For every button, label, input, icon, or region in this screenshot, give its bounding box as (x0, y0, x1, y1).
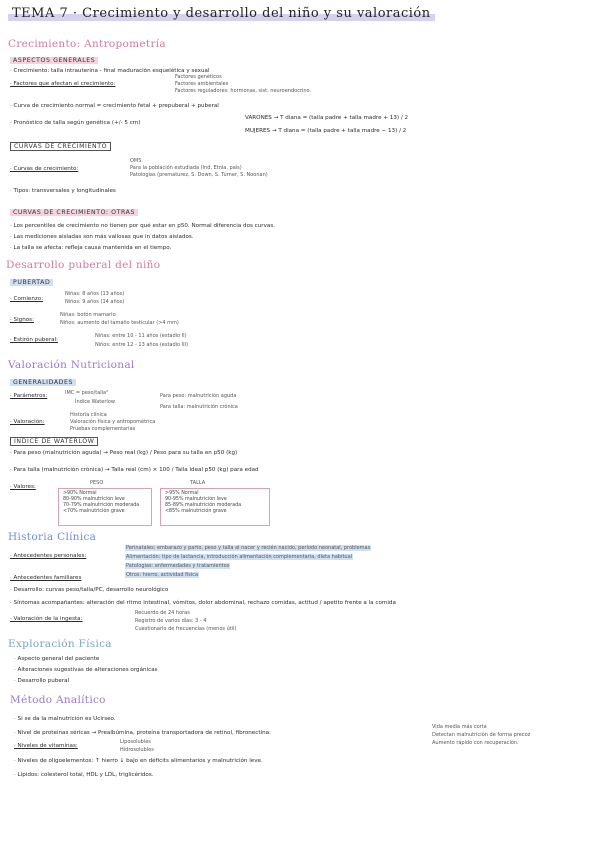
text-line: · Lípidos: colesterol total, HDL y LDL, triglicéridos. (14, 772, 154, 778)
text-line: Detectan malnutrición de forma precoz (432, 732, 531, 738)
text-line (125, 545, 371, 552)
table-head-peso: PESO (90, 480, 104, 486)
text-line: Liposolubles (120, 739, 151, 745)
table-head-talla: TALLA (190, 480, 206, 486)
text-line: · Pronóstico de talla según genética (+/- 5 cm) (10, 120, 141, 126)
text-line: Factores reguladores: hormonas, sist. neuroendocrino. (175, 88, 312, 94)
text-line: Vida media más corta (432, 724, 487, 730)
text-line: Niños: entre 12 - 13 años (estadio III) (95, 342, 189, 348)
text-line: OMS (130, 158, 142, 164)
text-line: · Factores que afectan el crecimiento: (10, 81, 116, 87)
text-line: · Signos: (10, 317, 34, 323)
text-line: · Valores: (10, 484, 36, 490)
section-heading-metodo: Método Analítico (10, 694, 106, 706)
text-line: · Desarrollo: curvas peso/talla/PC, desarrollo neurológico (10, 587, 169, 593)
text-line: · Alteraciones sugestivas de alteraciones orgánicas (14, 667, 158, 673)
text-line: · Niveles de vitaminas: (14, 743, 78, 749)
subheading-curvas: CURVAS DE CRECIMIENTO (10, 142, 111, 151)
table-row: <70% malnutrición grave (63, 509, 125, 514)
text-line: · Valoración: (10, 419, 45, 425)
text-line: · Parámetros: (10, 393, 48, 399)
text-line: · Los percentiles de crecimiento no tienen por qué estar en p50. Normal diferencia dos curvas. (10, 223, 276, 229)
text-line: · Aspecto general del paciente (14, 656, 100, 662)
text-line: VARONES → T diana = (talla padre + talla madre + 13) / 2 (245, 115, 409, 121)
text-line: · Antecedentes personales: (10, 553, 87, 559)
text-line: IMC = peso/talla² (65, 390, 109, 396)
text-line: · Niveles de oligoelementos: ↑ hierro ↓ bajo en déficits alimentarios y malnutrición leve. (14, 758, 263, 764)
text-line: Factores genéticos (175, 74, 222, 80)
text-line: · Para peso (malnutrición aguda) → Peso real (kg) / Peso para su talla en p50 (kg) (10, 450, 238, 456)
text-line: · Curvas de crecimiento: (10, 166, 79, 172)
section-heading-exploracion: Exploración Física (8, 638, 112, 650)
section-heading-crecimiento: Crecimiento: Antropometría (8, 38, 166, 50)
text-line (125, 554, 353, 561)
table-row: 90-95% malnutrición leve (165, 497, 227, 502)
table-row: >90% Normal (63, 491, 97, 496)
text-line: MUJERES → T diana = (talla padre + talla madre − 13) / 2 (245, 128, 407, 134)
text-line: Hidrosolubles (120, 747, 154, 753)
text-line: Patologías (prematurez, S. Down, S. Turner, S. Noonan) (130, 172, 268, 178)
text-line: · Tipos: transversales y longitudinales (10, 188, 116, 194)
text-line: · Crecimiento: talla intrauterina - final maduración esquelética y sexual (10, 68, 210, 74)
text-line: Niñas: 8 años (13 años) (65, 291, 125, 297)
section-heading-desarrollo: Desarrollo puberal del niño (6, 259, 161, 271)
text-line: Para peso: malnutrición aguda (160, 393, 237, 399)
table-row: <85% malnutrición grave (165, 509, 227, 514)
text-line (125, 572, 199, 579)
section-heading-historia: Historia Clínica (8, 531, 97, 543)
text-line: · Curva de crecimiento normal = crecimiento fetal + prepuberal + puberal (10, 103, 219, 109)
text-line: Registro de varios días: 3 - 4 (135, 618, 207, 624)
subheading-pubertad: PUBERTAD (10, 279, 53, 286)
text-line: Índice Waterlow (75, 399, 115, 405)
text-line: Historia clínica (70, 412, 107, 418)
text-line: Patologías: enfermedades y tratamientos (126, 563, 230, 569)
table-row: 80-90% malnutrición leve (63, 497, 125, 502)
text-line: · La talla se afecta: refleja causa mantenida en el tiempo. (10, 245, 172, 251)
waterlow-peso-table (58, 488, 152, 526)
text-line: Otros: hierro, actividad física (126, 572, 199, 578)
text-line: Para la población estudiada (Ind, Etnia, país) (130, 165, 242, 171)
text-line: Alimentación: tipo de lactancia, introducción alimentación complementaria, dieta habitual (126, 554, 353, 560)
waterlow-talla-table (160, 488, 270, 526)
text-line: · Comienzo: (10, 296, 44, 302)
text-line: Pruebas complementarias (70, 426, 136, 432)
text-line: · Estirón puberal: (10, 337, 58, 343)
text-line: · Para talla (malnutrición crónica) → Talla real (cm) × 100 / Talla ideal p50 (kg) para edad (10, 467, 259, 473)
text-line: · Desarrollo puberal (14, 678, 70, 684)
text-line: · Nivel de proteínas séricas → Prealbúmina, proteína transportadora de retinol, fibronectina: (14, 730, 271, 736)
table-row: 70-79% malnutrición moderada (63, 503, 140, 508)
text-line: · Antecedentes familiares (10, 575, 82, 581)
text-line: Niños: aumento del tamaño testicular (>4 mm) (60, 320, 179, 326)
text-line: Niñas: botón mamario (60, 312, 116, 318)
text-line: Para talla: malnutrición crónica (160, 404, 238, 410)
subheading-curvas-otras: CURVAS DE CRECIMIENTO: OTRAS (10, 209, 138, 216)
text-line: Niños: 9 años (14 años) (65, 299, 125, 305)
text-line: · Valoración de la ingesta: (10, 616, 83, 622)
text-line: · Síntomas acompañantes: alteración del ritmo intestinal, vómitos, dolor abdominal, rechazo comidas, actitud / apetito frente a la comida (10, 600, 396, 606)
text-line: Cuestionario de frecuencias (menos útil) (135, 626, 237, 632)
text-line: · Si se da la malnutrición es Ucirseo. (14, 716, 116, 722)
text-line: Factores ambientales (175, 81, 229, 87)
subheading-generalidades: GENERALIDADES (10, 379, 76, 386)
text-line: Niñas: entre 10 - 11 años (estadio II) (95, 333, 187, 339)
text-line: Perinatales: embarazo y parto, peso y talla al nacer y recién nacido, período neonatal, problemas (126, 545, 371, 551)
subheading-waterlow: ÍNDICE DE WATERLOW (10, 437, 98, 446)
text-line (125, 563, 230, 570)
subheading-aspectos-generales: ASPECTOS GENERALES (10, 57, 98, 64)
page-title: TEMA 7 · Crecimiento y desarrollo del niño y su valoración (8, 6, 435, 21)
text-line: Recuerdo de 24 horas (135, 610, 190, 616)
section-heading-nutricional: Valoración Nutricional (8, 359, 135, 371)
text-line: Aumento rápido con recuperación. (432, 740, 519, 746)
text-line: Valoración física y antropométrica (70, 419, 156, 425)
table-row: 85-89% malnutrición moderada (165, 503, 242, 508)
text-line: · Las mediciones aisladas son más valiosas que in datos aislados. (10, 234, 194, 240)
table-row: >95% Normal (165, 491, 199, 496)
